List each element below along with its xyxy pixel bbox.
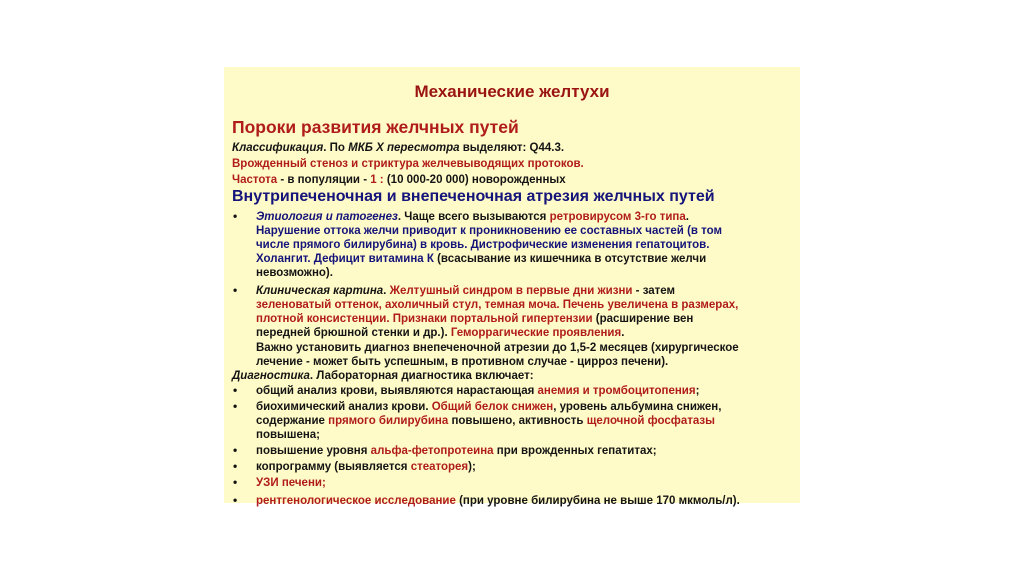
portal-hypertension-text: плотной консистенции. Признаки портальной гипертензии <box>256 313 593 325</box>
bullet: • <box>233 209 238 223</box>
hemorrhagic-text: Геморрагические проявления <box>450 327 622 339</box>
steatorrhea-text: стеаторея <box>410 461 469 473</box>
clinical-text: - затем <box>632 285 676 297</box>
jaundice-text: Желтушный синдром в первые дни жизни <box>389 285 633 297</box>
vitamin-k-text: Холангит. Дефицит витамина К <box>256 253 434 265</box>
bilirubin-level-text: (при уровне билирубина не выше 170 мкмоль/л). <box>455 495 740 507</box>
slide-title: Механические желтухи <box>414 82 610 101</box>
clinical-line-4 <box>256 326 624 340</box>
classification-label: Классификация <box>232 142 324 154</box>
clinical-label: Клиническая картина <box>256 285 384 297</box>
bullet: • <box>233 475 238 489</box>
punct: ; <box>695 385 700 397</box>
slide <box>224 67 800 507</box>
bullet: • <box>233 283 238 297</box>
protein-text: Общий белок снижен <box>431 401 554 413</box>
punct: . <box>685 211 689 223</box>
section-heading-malformations: Пороки развития желчных путей <box>232 117 519 137</box>
diagnostics-label: Диагностика <box>232 370 310 382</box>
activity-text: повышено, активность <box>448 415 587 427</box>
diag-item-2-line-2 <box>256 414 715 428</box>
diag-text: содержание <box>256 415 329 427</box>
punct: . <box>621 327 625 339</box>
clinical-line-3 <box>256 312 693 326</box>
diag-item-2-line-3: повышена; <box>256 429 321 441</box>
diag-item-2 <box>256 400 721 414</box>
diag-text: биохимический анализ крови. <box>256 401 432 413</box>
frequency-range: (10 000-20 000) <box>386 174 469 186</box>
phosphatase-text: щелочной фосфатазы <box>586 415 715 427</box>
absorption-text: (всасывание из кишечника в отсутствие желчи <box>433 253 707 265</box>
diagnostics-text: . Лабораторная диагностика включает: <box>309 370 534 382</box>
abdominal-wall-text: передней брюшной стенки и др.). <box>256 327 451 339</box>
diag-text: копрограмму (выявляется <box>256 461 411 473</box>
afp-text: альфа-фетопротеина <box>370 445 494 457</box>
bullet: • <box>233 399 238 413</box>
frequency-label: Частота <box>232 174 278 186</box>
veins-text: (расширение вен <box>592 313 694 325</box>
diag-text: повышение уровня <box>256 445 371 457</box>
diagnostics-line <box>232 369 534 383</box>
etiology-label: Этиология и патогенез <box>256 211 398 223</box>
punct: ); <box>468 461 476 473</box>
classification-code: выделяют: Q44.3. <box>459 142 565 154</box>
diag-item-3 <box>256 444 657 458</box>
etiology-line-2: Нарушение оттока желчи приводит к проникновению ее составных частей (в том <box>256 225 723 237</box>
bullet: • <box>233 443 238 457</box>
diag-item-5: УЗИ печени; <box>256 477 326 489</box>
bilirubin-text: прямого билирубина <box>328 415 449 427</box>
clinical-line-1 <box>256 284 675 298</box>
xray-text: рентгенологическое исследование <box>256 495 456 507</box>
anemia-text: анемия и тромбоцитопения <box>537 385 696 397</box>
clinical-line-5: Важно установить диагноз внепеченочной атрезии до 1,5-2 месяцев (хирургическое <box>256 342 739 354</box>
diag-text: общий анализ крови, выявляются нарастающая <box>256 385 538 397</box>
diag-item-6 <box>256 494 740 508</box>
section-heading-atresia: Внутрипеченочная и внепеченочная атрезия желчных путей <box>232 188 715 205</box>
clinical-line-2: зеленоватый оттенок, ахоличный стул, темная моча. Печень увеличена в размерах, <box>256 299 739 311</box>
bullet: • <box>233 459 238 473</box>
etiology-line-4 <box>256 252 706 266</box>
congenital-stenosis-line: Врожденный стеноз и стриктура желчевыводящих протоков. <box>232 158 584 170</box>
frequency-text: - в популяции - <box>277 174 371 186</box>
bullet: • <box>233 493 238 507</box>
diag-text: при врожденных гепатитах; <box>493 445 657 457</box>
etiology-line-5: невозможно). <box>256 267 333 279</box>
diag-item-1 <box>256 384 699 398</box>
frequency-suffix: новорожденных <box>468 174 566 186</box>
albumin-text: , уровень альбумина снижен, <box>553 401 722 413</box>
etiology-text: . Чаще всего вызываются <box>397 211 550 223</box>
retrovirus-text: ретровирусом 3-го типа <box>549 211 686 223</box>
mkb-label: МКБ X пересмотра <box>348 142 460 154</box>
diag-item-4 <box>256 460 476 474</box>
frequency-ratio: 1 : <box>370 174 387 186</box>
clinical-line-6: лечение - может быть успешным, в противном случае - цирроз печени). <box>256 356 669 368</box>
etiology-line-1 <box>256 210 689 224</box>
punct: . <box>383 285 390 297</box>
frequency-line <box>232 173 566 187</box>
bullet: • <box>233 383 238 397</box>
classification-line <box>232 141 564 155</box>
etiology-line-3: числе прямого билирубина) в кровь. Дистрофические изменения гепатоцитов. <box>256 239 710 251</box>
classification-text: . По <box>323 142 349 154</box>
